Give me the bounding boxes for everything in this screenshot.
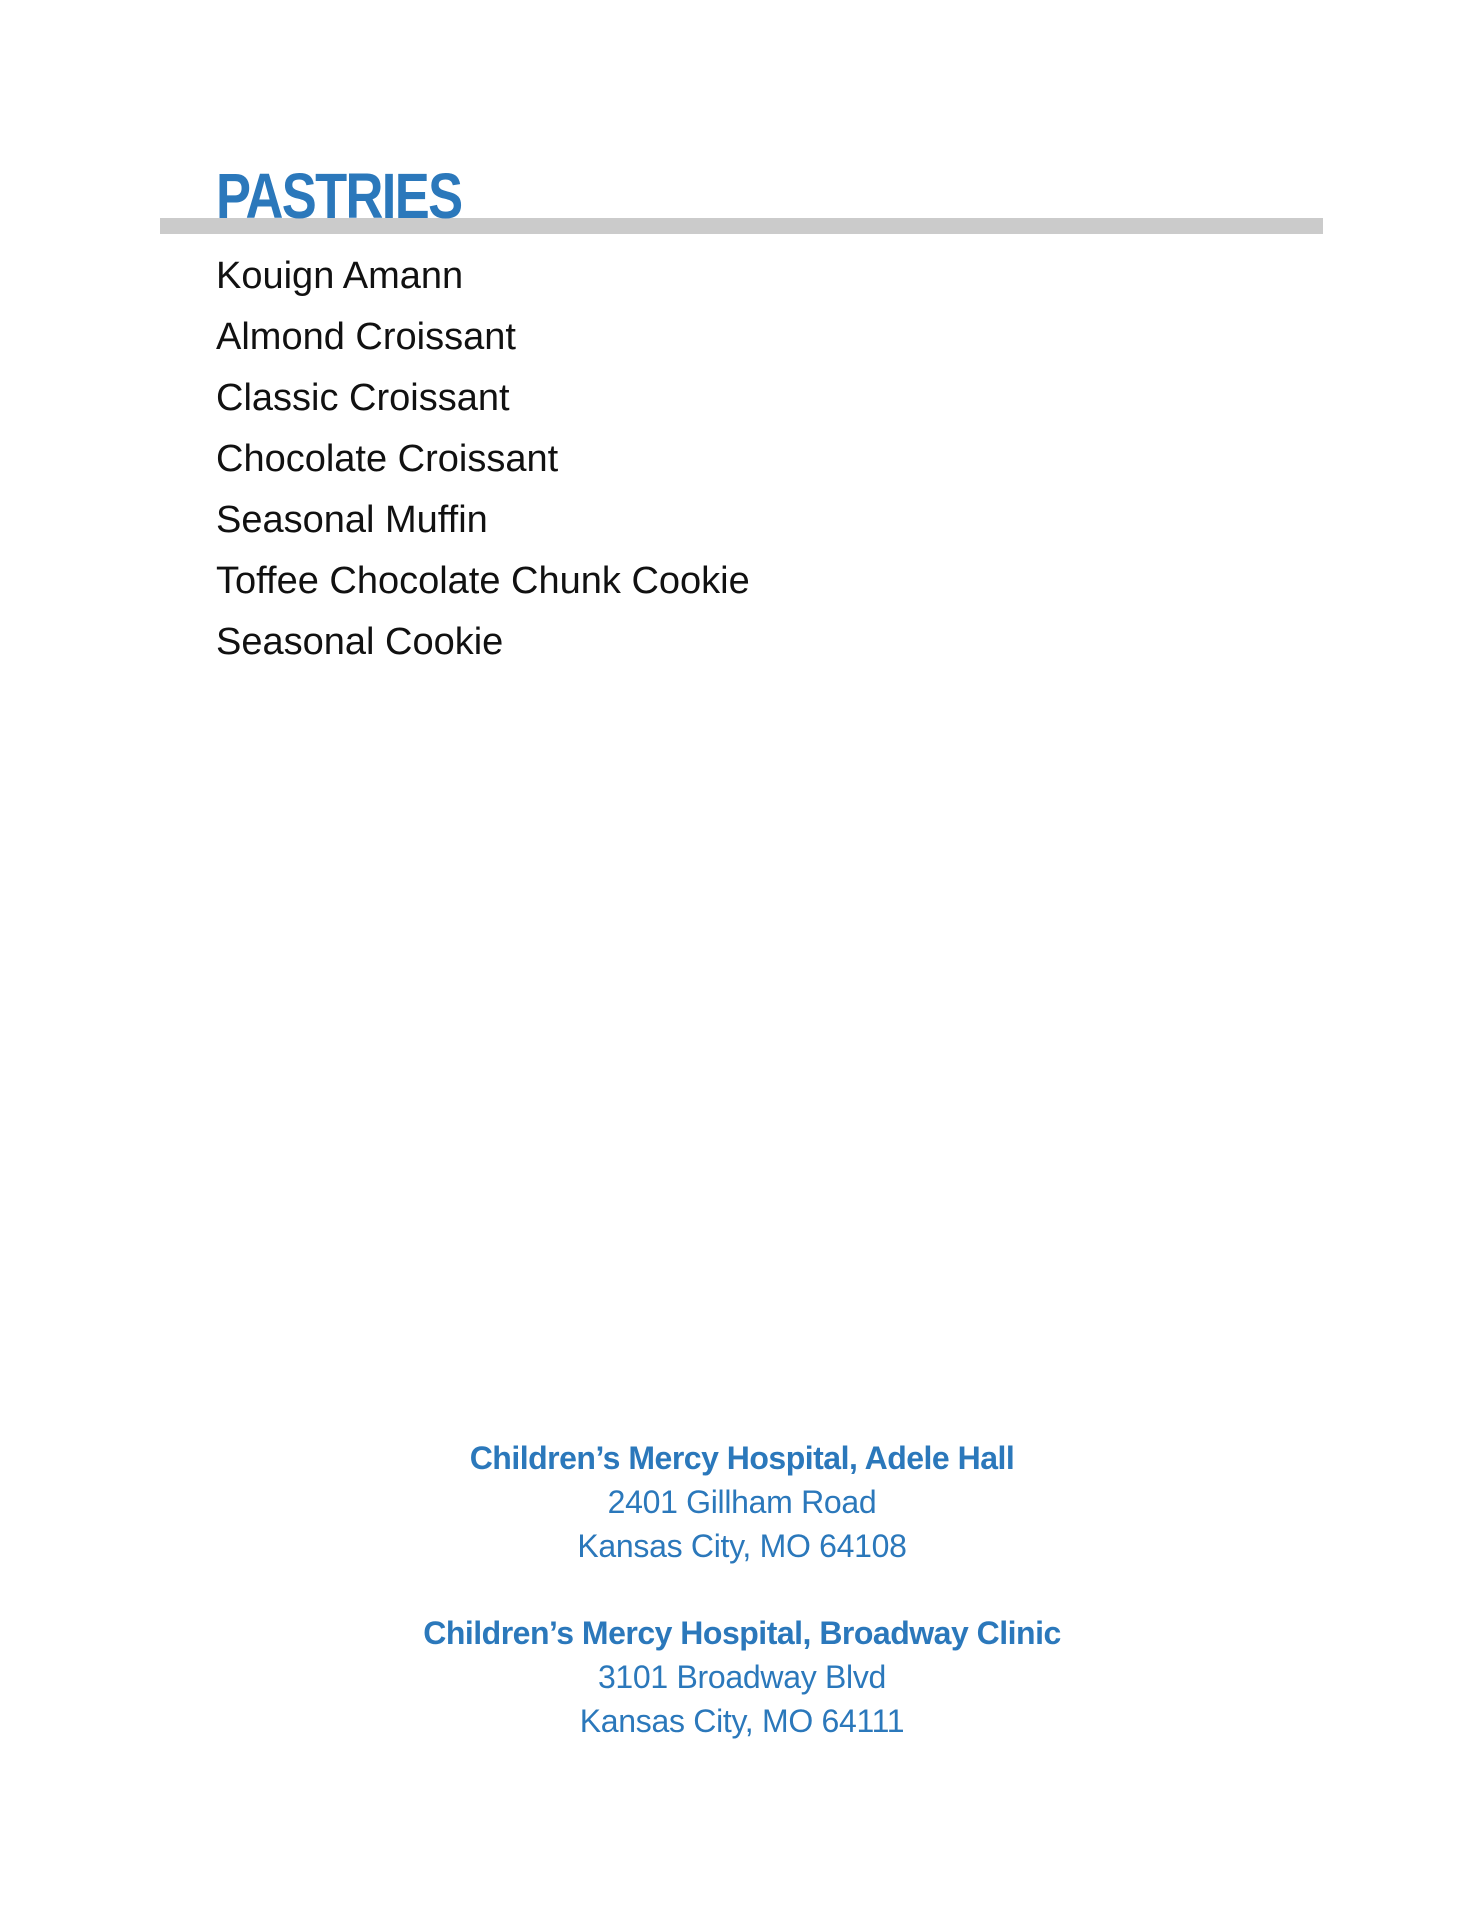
location-name: Children’s Mercy Hospital, Broadway Clinic bbox=[423, 1615, 1061, 1651]
menu-item: Classic Croissant bbox=[216, 377, 510, 419]
locations-footer bbox=[0, 1436, 1484, 1786]
menu-item: Seasonal Muffin bbox=[216, 499, 488, 541]
menu-item: Almond Croissant bbox=[216, 316, 516, 358]
menu-item: Kouign Amann bbox=[216, 255, 464, 297]
menu-item: Toffee Chocolate Chunk Cookie bbox=[216, 560, 750, 602]
location-city: Kansas City, MO 64108 bbox=[577, 1528, 907, 1564]
location-name: Children’s Mercy Hospital, Adele Hall bbox=[469, 1440, 1015, 1476]
location-broadway-clinic bbox=[0, 1611, 1484, 1743]
menu-list bbox=[216, 246, 750, 673]
section-title: PASTRIES bbox=[216, 160, 462, 232]
location-street: 3101 Broadway Blvd bbox=[597, 1659, 887, 1695]
location-city: Kansas City, MO 64111 bbox=[579, 1703, 905, 1739]
location-street: 2401 Gillham Road bbox=[607, 1484, 877, 1520]
menu-item: Chocolate Croissant bbox=[216, 438, 559, 480]
location-adele-hall bbox=[0, 1436, 1484, 1568]
menu-item: Seasonal Cookie bbox=[216, 621, 504, 663]
